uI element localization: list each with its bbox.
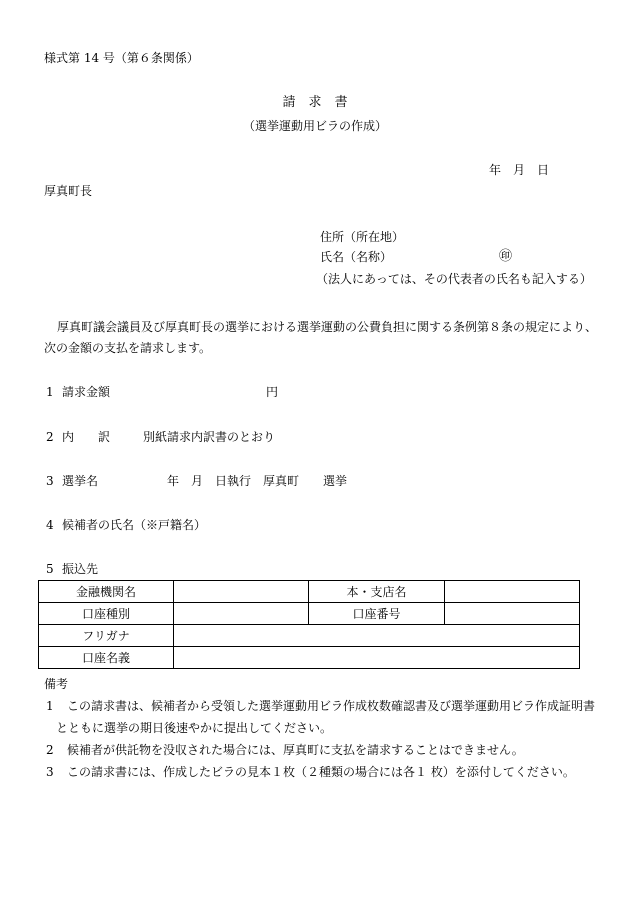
seal-mark: ㊞ xyxy=(499,249,513,264)
bank-transfer-table xyxy=(38,580,580,669)
account-type-value-cell xyxy=(174,603,309,625)
account-type-label: 口座種別 xyxy=(39,603,174,625)
institution-label: 金融機関名 xyxy=(39,581,174,603)
table-row xyxy=(39,581,580,603)
applicant-note: （法人にあっては、その代表者の氏名も記入する） xyxy=(316,272,592,286)
branch-label: 本・支店名 xyxy=(309,581,445,603)
document-subtitle: （選挙運動用ビラの作成） xyxy=(242,119,387,133)
table-row xyxy=(39,647,580,669)
institution-value-cell xyxy=(174,581,309,603)
item-5-number: 5 xyxy=(46,562,54,576)
account-number-value-cell xyxy=(445,603,580,625)
remarks-heading: 備考 xyxy=(44,677,69,691)
item-4-number: 4 xyxy=(46,518,54,532)
body-line-2: 次の金額の支払を請求します。 xyxy=(44,341,212,355)
furigana-label: フリガナ xyxy=(39,625,174,647)
item-5-label: 振込先 xyxy=(62,562,99,576)
table-row xyxy=(39,625,580,647)
item-4-label: 候補者の氏名（※戸籍名） xyxy=(62,518,207,532)
date-field: 年 月 日 xyxy=(489,163,550,177)
remark-3-text: この請求書には、作成したビラの見本１枚（２種類の場合には各１ 枚）を添付してください。 xyxy=(67,765,575,779)
body-line-1: 厚真町議会議員及び厚真町長の選挙における選挙運動の公費負担に関する条例第８条の規定により、 xyxy=(57,320,598,334)
branch-value-cell xyxy=(445,581,580,603)
applicant-address: 住所（所在地） xyxy=(320,230,405,244)
account-name-value-cell xyxy=(174,647,580,669)
item-2-number: 2 xyxy=(46,430,54,444)
table-row xyxy=(39,603,580,625)
remark-3-number: 3 xyxy=(46,765,54,779)
remark-2-text: 候補者が供託物を没収された場合には、厚真町に支払を請求することはできません。 xyxy=(67,743,524,757)
item-1-number: 1 xyxy=(46,385,54,399)
item-1-label: 請求金額 xyxy=(62,385,111,399)
item-1-unit: 円 xyxy=(266,385,279,399)
item-3-number: 3 xyxy=(46,474,54,488)
form-number: 様式第 14 号（第６条関係） xyxy=(44,51,199,65)
item-2-value: 別紙請求内訳書のとおり xyxy=(143,430,276,444)
remark-1-line-1: この請求書は、候補者から受領した選挙運動用ビラ作成枚数確認書及び選挙運動用ビラ作成証明書 xyxy=(67,699,596,713)
remark-1-number: 1 xyxy=(46,699,54,713)
item-3-label: 選挙名 xyxy=(62,474,99,488)
item-3-value: 年 月 日執行 厚真町 選挙 xyxy=(167,474,348,488)
remark-2-number: 2 xyxy=(46,743,54,757)
addressee: 厚真町長 xyxy=(44,184,93,198)
document-title: 請 求 書 xyxy=(282,95,348,110)
account-name-label: 口座名義 xyxy=(39,647,174,669)
furigana-value-cell xyxy=(174,625,580,647)
account-number-label: 口座番号 xyxy=(309,603,445,625)
remark-1-line-2: とともに選挙の期日後速やかに提出してください。 xyxy=(56,721,333,735)
item-2-label: 内 訳 xyxy=(62,430,111,444)
applicant-name: 氏名（名称） xyxy=(320,250,393,264)
